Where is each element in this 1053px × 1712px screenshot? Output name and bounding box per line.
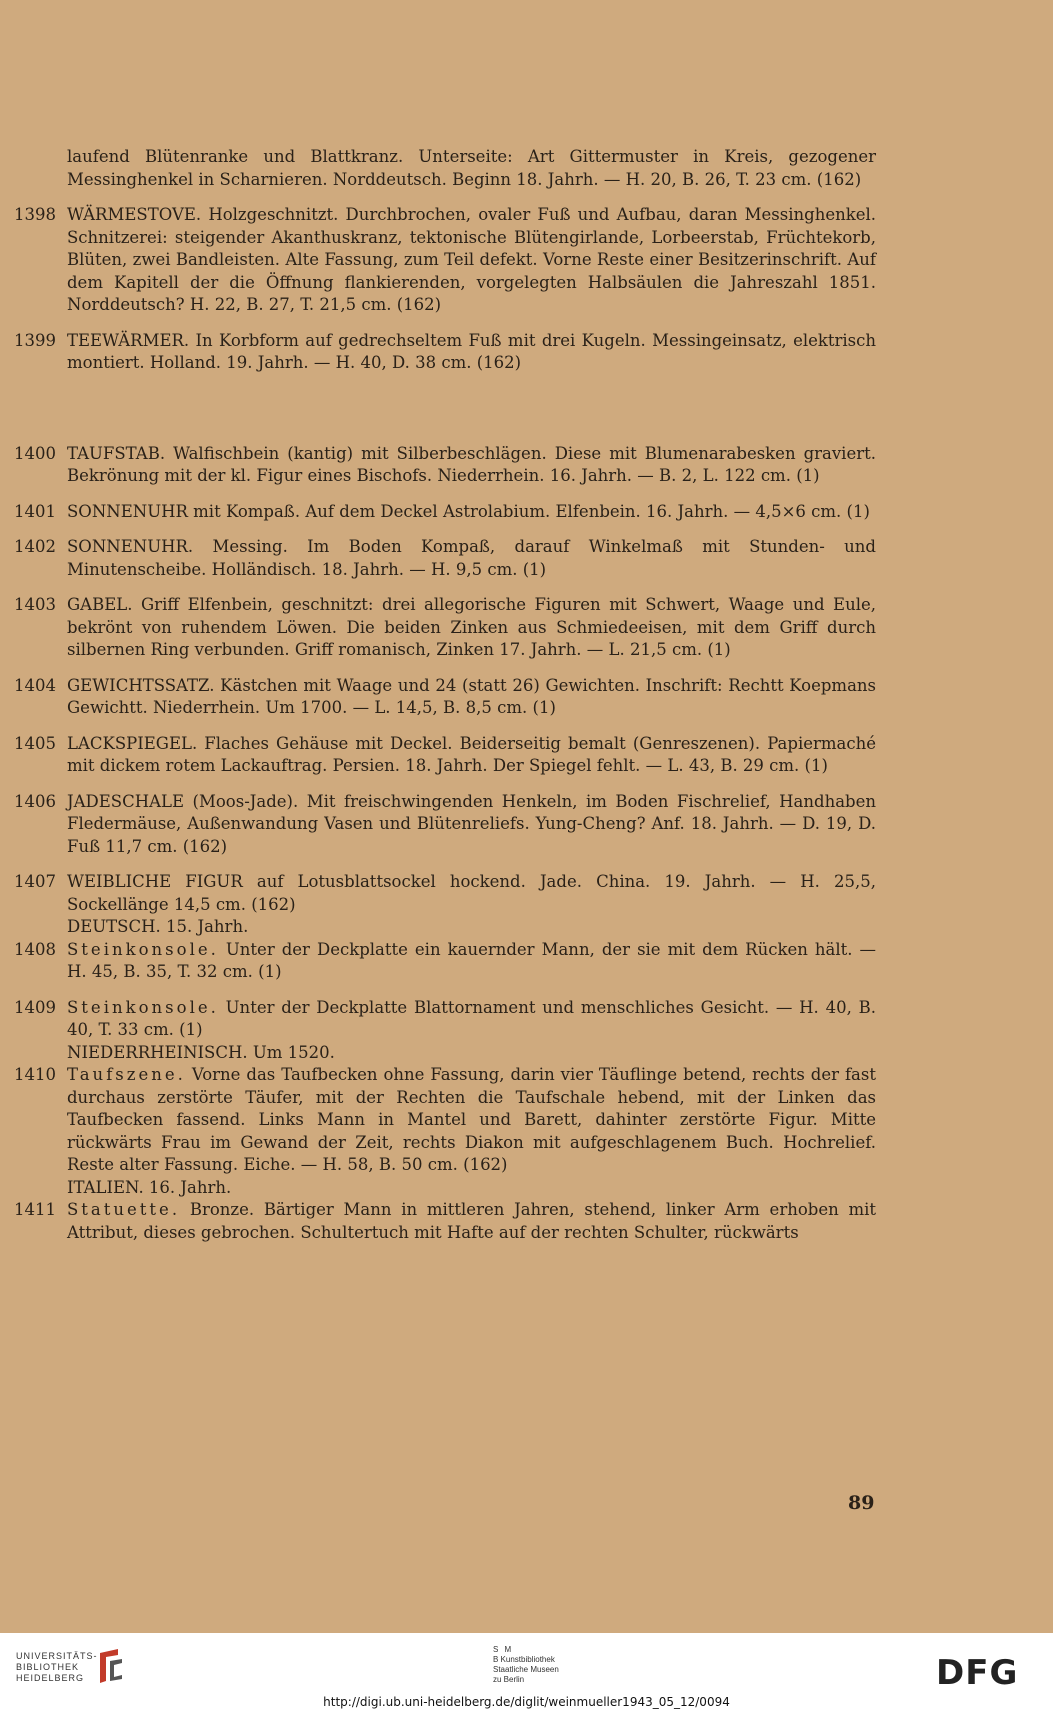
catalog-entry [14, 501, 876, 524]
section-heading: ITALIEN. 16. Jahrh. [67, 1177, 232, 1197]
entry-number: 1409 [14, 997, 56, 1017]
entry-title: Steinkonsole. [67, 939, 219, 959]
entry-title: Taufszene. [67, 1065, 186, 1084]
catalog-text [14, 146, 876, 1244]
university-library-logo[interactable] [16, 1651, 98, 1684]
catalog-entry [14, 330, 876, 375]
page-number: 89 [848, 1492, 875, 1514]
catalog-entry [14, 871, 876, 916]
catalog-entry [14, 675, 876, 720]
entry-number: 1410 [14, 1065, 56, 1084]
entry-text [67, 1064, 876, 1177]
entry-text: SONNENUHR mit Kompaß. Auf dem Deckel Astrolabium. Elfenbein. 16. Jahrh. — 4,5×6 cm. (1) [67, 501, 870, 521]
section-heading: DEUTSCH. 15. Jahrh. [67, 917, 249, 936]
entry-number: 1411 [14, 1200, 56, 1219]
entry-body: Vorne das Taufbecken ohne Fassung, darin vier Täuflinge betend, rechts der fast durchaus zerstörte Täufer, mit der Rechten die Taufschale hebend, mit der Linken das Taufbecken fassend. Links Mann in Mantel und Barett, dahinter zerstörte Figur. Mitte rückwärts Frau im Gewand der Zeit, rechts Diakon mit aufgeschlagenem Buch. Hochrelief. Reste alter Fassung. Eiche. — H. 58, B. 50 cm. (162) [67, 1065, 876, 1174]
catalog-entry [14, 204, 876, 317]
catalog-entry [14, 443, 876, 488]
logo-line: UNIVERSITÄTS- [16, 1651, 98, 1661]
catalog-entry [14, 594, 876, 662]
entry-number: 1403 [14, 595, 56, 614]
catalog-entry [14, 146, 876, 191]
entry-text: LACKSPIEGEL. Flaches Gehäuse mit Deckel. Beiderseitig bemalt (Genreszenen). Papiermaché mit dickem rotem Lackauftrag. Persien. 18. Jahrh. Der Spiegel fehlt. — L. 43, B. 29 cm. (1) [67, 733, 876, 775]
entry-body: Unter der Deckplatte Blattornament und menschliches Gesicht. — H. 40, B. 40, T. 33 cm. (1) [67, 997, 876, 1039]
kunstbibliothek-logo [493, 1645, 559, 1685]
catalog-entry [14, 536, 876, 581]
entry-number: 1400 [14, 443, 56, 463]
entry-number: 1398 [14, 205, 56, 224]
entry-text: TEEWÄRMER. In Korbform auf gedrechseltem Fuß mit drei Kugeln. Messingeinsatz, elektrisch montiert. Holland. 19. Jahrh. — H. 40, D. 38 cm. (162) [67, 330, 876, 372]
entry-text [67, 1199, 876, 1244]
entry-text: JADESCHALE (Moos-Jade). Mit freischwingenden Henkeln, im Boden Fischrelief, Handhaben Fledermäuse, Außenwandung Vasen und Blütenreliefs. Yung-Cheng? Anf. 18. Jahrh. — D. 19, D. Fuß 11,7 cm. (162) [67, 791, 876, 856]
logo-line: zu Berlin [493, 1675, 525, 1684]
logo-line: B Kunstbibliothek [493, 1655, 555, 1664]
entry-text [67, 997, 876, 1042]
entry-number: 1402 [14, 537, 56, 556]
entry-number: 1404 [14, 675, 56, 695]
entry-number: 1408 [14, 939, 56, 959]
entry-body: Unter der Deckplatte ein kauernder Mann, der sie mit dem Rücken hält. — H. 45, B. 35, T. 32 cm. (1) [67, 939, 876, 981]
logo-line: BIBLIOTHEK [16, 1662, 80, 1672]
source-url[interactable]: http://digi.ub.uni-heidelberg.de/diglit/weinmueller1943_05_12/0094 [323, 1695, 730, 1709]
logo-line: HEIDELBERG [16, 1673, 85, 1683]
entry-body: Bronze. Bärtiger Mann in mittleren Jahren, stehend, linker Arm erhoben mit Attribut, dieses gebrochen. Schultertuch mit Hafte auf der rechten Schulter, rückwärts [67, 1200, 876, 1242]
entry-text: SONNENUHR. Messing. Im Boden Kompaß, darauf Winkelmaß mit Stunden- und Minutenscheibe. Holländisch. 18. Jahrh. — H. 9,5 cm. (1) [67, 537, 876, 579]
section-heading: NIEDERRHEINISCH. Um 1520. [67, 1042, 335, 1062]
viewer-footer [0, 1633, 1053, 1712]
entry-text: GABEL. Griff Elfenbein, geschnitzt: drei allegorische Figuren mit Schwert, Waage und Eule, bekrönt von ruhendem Löwen. Die beiden Zinken aus Schmiedeeisen, mit dem Griff durch silbernen Ring verbunden. Griff romanisch, Zinken 17. Jahrh. — L. 21,5 cm. (1) [67, 595, 876, 659]
entry-number: 1406 [14, 791, 56, 811]
entry-number: 1407 [14, 872, 56, 891]
catalog-entry [14, 733, 876, 778]
library-emblem-icon [96, 1647, 126, 1685]
entry-title: Steinkonsole. [67, 997, 219, 1017]
dfg-logo[interactable]: DFG [936, 1653, 1019, 1693]
entry-text: WÄRMESTOVE. Holzgeschnitzt. Durchbrochen, ovaler Fuß und Aufbau, daran Messinghenkel. Schnitzerei: steigender Akanthuskranz, tektonische Blütengirlande, Lorbeerstab, Früchtekorb, Blüten, zwei Bandleisten. Alte Fassung, zum Teil defekt. Vorne Reste einer Besitzerinschrift. Auf dem Kapitell der die Öffnung flankierenden, vorgelegten Halbsäulen die Jahreszahl 1851. Norddeutsch? H. 22, B. 27, T. 21,5 cm. (162) [67, 205, 876, 314]
entry-text: laufend Blütenranke und Blattkranz. Unterseite: Art Gittermuster in Kreis, gezogener Messinghenkel in Scharnieren. Norddeutsch. Beginn 18. Jahrh. — H. 20, B. 26, T. 23 cm. (162) [67, 147, 876, 189]
entry-number: 1399 [14, 330, 56, 350]
entry-text [67, 939, 876, 984]
entry-number: 1405 [14, 733, 56, 753]
entry-title: Statuette. [67, 1200, 181, 1219]
catalog-entry [14, 791, 876, 859]
entry-text: WEIBLICHE FIGUR auf Lotusblattsockel hockend. Jade. China. 19. Jahrh. — H. 25,5, Sockellänge 14,5 cm. (162) [67, 872, 876, 914]
entry-number: 1401 [14, 501, 56, 521]
catalog-entry [14, 997, 876, 1042]
catalog-entry [14, 1199, 876, 1244]
catalog-entry [14, 939, 876, 984]
catalog-entry [14, 1064, 876, 1177]
logo-line: S M [493, 1645, 514, 1654]
logo-line: Staatliche Museen [493, 1665, 559, 1674]
entry-text: GEWICHTSSATZ. Kästchen mit Waage und 24 (statt 26) Gewichten. Inschrift: Rechtt Koepmans Gewichtt. Niederrhein. Um 1700. — L. 14,5, B. 8,5 cm. (1) [67, 675, 876, 717]
entry-text: TAUFSTAB. Walfischbein (kantig) mit Silberbeschlägen. Diese mit Blumenarabesken graviert. Bekrönung mit der kl. Figur eines Bischofs. Niederrhein. 16. Jahrh. — B. 2, L. 122 cm. (1) [67, 443, 876, 485]
